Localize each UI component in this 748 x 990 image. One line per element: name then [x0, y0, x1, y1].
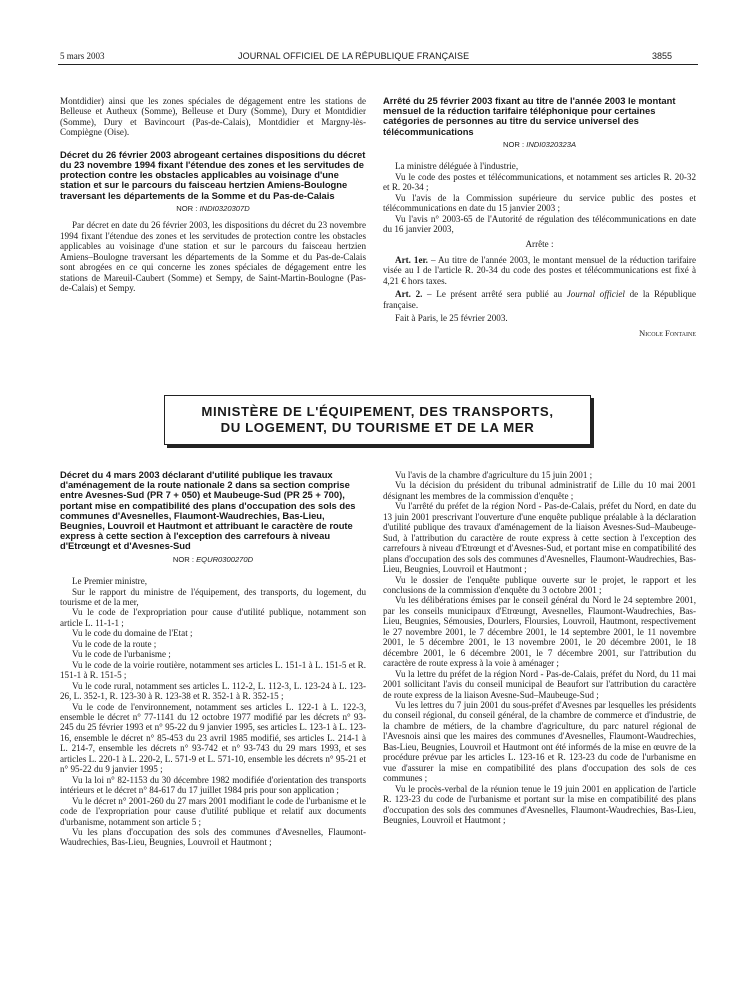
paragraph: Vu le procès-verbal de la réunion tenue le 19 juin 2001 en application de l'article R. 123-23 du code de l'urbanisme et portant sur la mise en compatibilité des plans d'occupation des sols des communes d'Avesnelles, Flaumont-Waudrechies, Bas-Lieu, Beugnies, Louvroil et Hautmont ;	[383, 783, 696, 825]
paragraph: Vu la lettre du préfet de la région Nord - Pas-de-Calais, préfet du Nord, du 11 mai 2001 sollicitant l'avis du conseil municipal de Beaufort sur l'attribution du caractère de route express de la liaison Avesne-Sud–Maubeuge-Sud ;	[383, 668, 696, 700]
decree-body: Par décret en date du 26 février 2003, les dispositions du décret du 23 novembre 1994 fixant l'étendue des zones et les servitudes de protection contre les obstacles applicables au voisinage d'une station et sur le parcours du faisceau hertzien Amiens–Boulogne traversant les départements de la Somme et du Pas-de-Calais sont abrogées en ce qui concerne les zones spéciales de dégagement entre les stations de Mareuil-Caubert (Somme) et Sempy, de Saint-Martin-Boulogne (Pas-de-Calais) et Sempy.	[60, 220, 366, 293]
paragraph: Vu le code rural, notamment ses articles L. 112-2, L. 112-3, L. 123-24 à L. 123-26, L. 352-1, R. 123-30 à R. 123-38 et R. 352-1 à R. 352-15 ;	[60, 680, 366, 702]
decree-title: Décret du 26 février 2003 abrogeant certaines dispositions du décret du 23 novembre 1994 fixant l'étendue des zones et les servitudes de protection contre les obstacles applicables au voisinage d'une station et sur le parcours du faisceau hertzien Amiens-Boulogne traversant les départements de la Somme et du Pas-de-Calais	[60, 148, 366, 201]
top-left-column	[60, 96, 366, 293]
paragraph: Vu les délibérations émises par le conseil général du Nord le 24 septembre 2001, par les conseils municipaux d'Etrœungt, Avesnelles, Flaumont-Waudrechies, Bas-Lieu, Beugnies, Sémousies, Dourlers, Floursies, Louvroil, Hautmont, respectivement le 27 novembre 2001, le 7 décembre 2001, le 14 septembre 2001, le 11 novembre 2001, le 5 décembre 2001, le 13 novembre 2001, le 20 décembre 2001, le 18 décembre 2001, le 6 décembre 2001, le 7 décembre 2001, sur l'attribution du caractère de route express à la voie à aménager ;	[383, 595, 696, 669]
article-1	[383, 255, 696, 286]
article-label: Art. 1er.	[395, 254, 428, 265]
paragraph: Vu le décret n° 2001-260 du 27 mars 2001 modifiant le code de l'urbanisme et le code de l'expropriation pour cause d'utilité publique et relatif aux documents d'urbanisme, notamment son article 5 ;	[60, 795, 366, 827]
nor-code: INDI0320307D	[199, 203, 250, 213]
nor-label: NOR :	[176, 203, 198, 213]
paragraph: Le Premier ministre,	[72, 576, 148, 587]
paragraph: Vu le code de l'environnement, notamment ses articles L. 122-1 à L. 122-3, ensemble le décret n° 77-1141 du 12 octobre 1977 modifié par les décrets n° 93-245 du 25 février 1993 et n° 95-22 du 9 janvier 1995, ses articles L. 123-1 à L. 123-16, ensemble le décret n° 85-453 du 23 avril 1985 modifié, ses articles L. 214-1 à L. 214-7, ensemble les décrets n° 93-742 et n° 93-743 du 29 mars 1993, et ses articles L. 220-1 à L. 220-2, L. 571-9 et L. 571-10, ensemble les décrets n° 95-21 et n° 95-22 du 9 janvier 1995 ;	[60, 701, 366, 775]
nor-reference	[383, 140, 696, 150]
nor-reference	[60, 204, 366, 214]
decree-visas	[383, 470, 696, 825]
continued-text: Montdidier) ainsi que les zones spéciales de dégagement entre les stations de Belleuse et Autheux (Somme), Belleuse et Dury (Somme), Dury et Montdidier (Somme), Dury et Bavincourt (Pas-de-Calais), Montdidier et Margny-lès-Compiègne (Oise).	[60, 96, 366, 138]
nor-label: NOR :	[172, 554, 194, 564]
header-date: 5 mars 2003	[60, 51, 105, 61]
page-number: 3855	[652, 51, 673, 61]
ministry-line-1: MINISTÈRE DE L'ÉQUIPEMENT, DES TRANSPORTS,	[201, 404, 554, 419]
arrete-title: Arrêté du 25 février 2003 fixant au titre de l'année 2003 le montant mensuel de la réduction tarifaire téléphonique pour certaines catégories de personnes au titre du service universel des télécommunications	[383, 95, 676, 137]
bottom-left-column	[60, 470, 366, 848]
nor-code: EQUR0300270D	[196, 554, 254, 564]
ministry-heading-box	[164, 395, 591, 445]
decree-title: Décret du 4 mars 2003 déclarant d'utilité publique les travaux d'aménagement de la route nationale 2 dans sa section comprise entre Avesnes-Sud (PR 7 + 050) et Maubeuge-Sud (PR 25 + 700), portant mise en compatibilité des plans d'occupation des sols des communes d'Avesnelles, Flaumont-Waudrechies, Bas-Lieu, Beugnies, Louvroil et Hautmont et attribuant le caractère de route express à cette section à l'exception des carrefours à niveau d'Etrœungt et d'Avesnes-Sud	[60, 469, 356, 552]
paragraph: Vu le code des postes et télécommunications, et notamment ses articles R. 20-32 et R. 20-34 ;	[383, 171, 696, 193]
signature: Nicole Fontaine	[639, 327, 696, 338]
paragraph: Vu l'avis n° 2003-65 de l'Autorité de régulation des télécommunications en date du 16 janvier 2003,	[383, 213, 696, 234]
top-right-column	[383, 96, 696, 338]
paragraph: Vu le code du domaine de l'Etat ;	[72, 628, 193, 639]
journal-name: Journal officiel	[566, 289, 625, 300]
article-2	[383, 289, 696, 310]
paragraph: Vu l'arrêté du préfet de la région Nord - Pas-de-Calais, préfet du Nord, en date du 13 juin 2001 prescrivant l'ouverture d'une enquête publique préalable à la déclaration d'utilité publique des travaux d'aménagement de la liaison Avesnes-Sud–Maubeuge-Sud, à l'attribution du caractère de route express à cette section à l'exception des carrefours à niveau d'Etrœungt et d'Avesnes-Sud, et portant mise en compatibilité des plans d'occupation des sols des communes d'Avesnelles, Flaumont-Waudrechies, Bas-Lieu, Beugnies, Louvroil et Hautmont ;	[383, 501, 696, 575]
bottom-right-column	[383, 470, 696, 825]
paragraph: Vu l'avis de la chambre d'agriculture du 15 juin 2001 ;	[395, 470, 593, 480]
signed-place-date: Fait à Paris, le 25 février 2003.	[395, 313, 508, 324]
paragraph: Vu la décision du président du tribunal administratif de Lille du 10 mai 2001 désignant les membres de la commission d'enquête ;	[383, 480, 696, 501]
paragraph: Vu le dossier de l'enquête publique ouverte sur le projet, le rapport et les conclusions de la commission d'enquête du 3 octobre 2001 ;	[383, 574, 696, 595]
article-label: Art. 2.	[395, 289, 423, 300]
decree-visas	[60, 576, 366, 848]
paragraph: Vu les plans d'occupation des sols des communes d'Avesnelles, Flaumont-Waudrechies, Bas-Lieu, Beugnies, Louvroil et Hautmont ;	[60, 826, 366, 848]
journal-title: JOURNAL OFFICIEL DE LA RÉPUBLIQUE FRANÇAISE	[238, 51, 470, 61]
nor-reference	[60, 555, 366, 565]
arrete-label: Arrête :	[525, 239, 554, 250]
ministry-line-2: DU LOGEMENT, DU TOURISME ET DE LA MER	[220, 420, 535, 435]
paragraph: Vu le code de la voirie routière, notamment ses articles L. 151-1 à L. 151-5 et R. 151-1 à R. 151-5 ;	[60, 659, 366, 681]
nor-code: INDI0320323A	[526, 139, 577, 149]
paragraph: Sur le rapport du ministre de l'équipement, des transports, du logement, du tourisme et de la mer,	[60, 586, 366, 607]
paragraph: Vu les lettres du 7 juin 2001 du sous-préfet d'Avesnes par lesquelles les présidents du conseil régional, du conseil général, de la chambre de commerce et d'industrie, de la chambre de métiers, de la chambre d'agriculture, du parc naturel régional de l'Avesnois ainsi que les maires des communes d'Avesnelles, Flaumont-Waudrechies, Bas-Lieu, Beugnies, Louvroil et Hautmont ont été informés de la mise en œuvre de la procédure prévue par les articles L. 123-16 et R. 123-23 du code de l'urbanisme en vue d'assurer la mise en compatibilité des plans d'occupation des sols de ces communes ;	[383, 699, 696, 784]
nor-label: NOR :	[502, 139, 525, 149]
paragraph: Vu le code de l'expropriation pour cause d'utilité publique, notamment son article L. 11-1-1 ;	[60, 607, 366, 628]
article-text: – Le présent arrêté sera publié au	[422, 289, 567, 300]
paragraph: La ministre déléguée à l'industrie,	[395, 161, 519, 172]
paragraph: Vu l'avis de la Commission supérieure du service public des postes et télécommunications en date du 15 janvier 2003 ;	[383, 192, 696, 214]
paragraph: Vu le code de la route ;	[72, 638, 157, 649]
paragraph: Vu la loi n° 82-1153 du 30 décembre 1982 modifiée d'orientation des transports intérieurs et le décret n° 84-617 du 17 juillet 1984 pris pour son application ;	[60, 774, 366, 796]
header-rule	[58, 64, 698, 65]
paragraph: Vu le code de l'urbanisme ;	[72, 649, 171, 660]
article-text: – Au titre de l'année 2003, le montant mensuel de la réduction tarifaire visée au I de l'article R. 20-34 du code des postes et télécommunications est fixé à 4,21 € hors taxes.	[383, 254, 696, 286]
article-text: de la République française.	[383, 289, 696, 310]
